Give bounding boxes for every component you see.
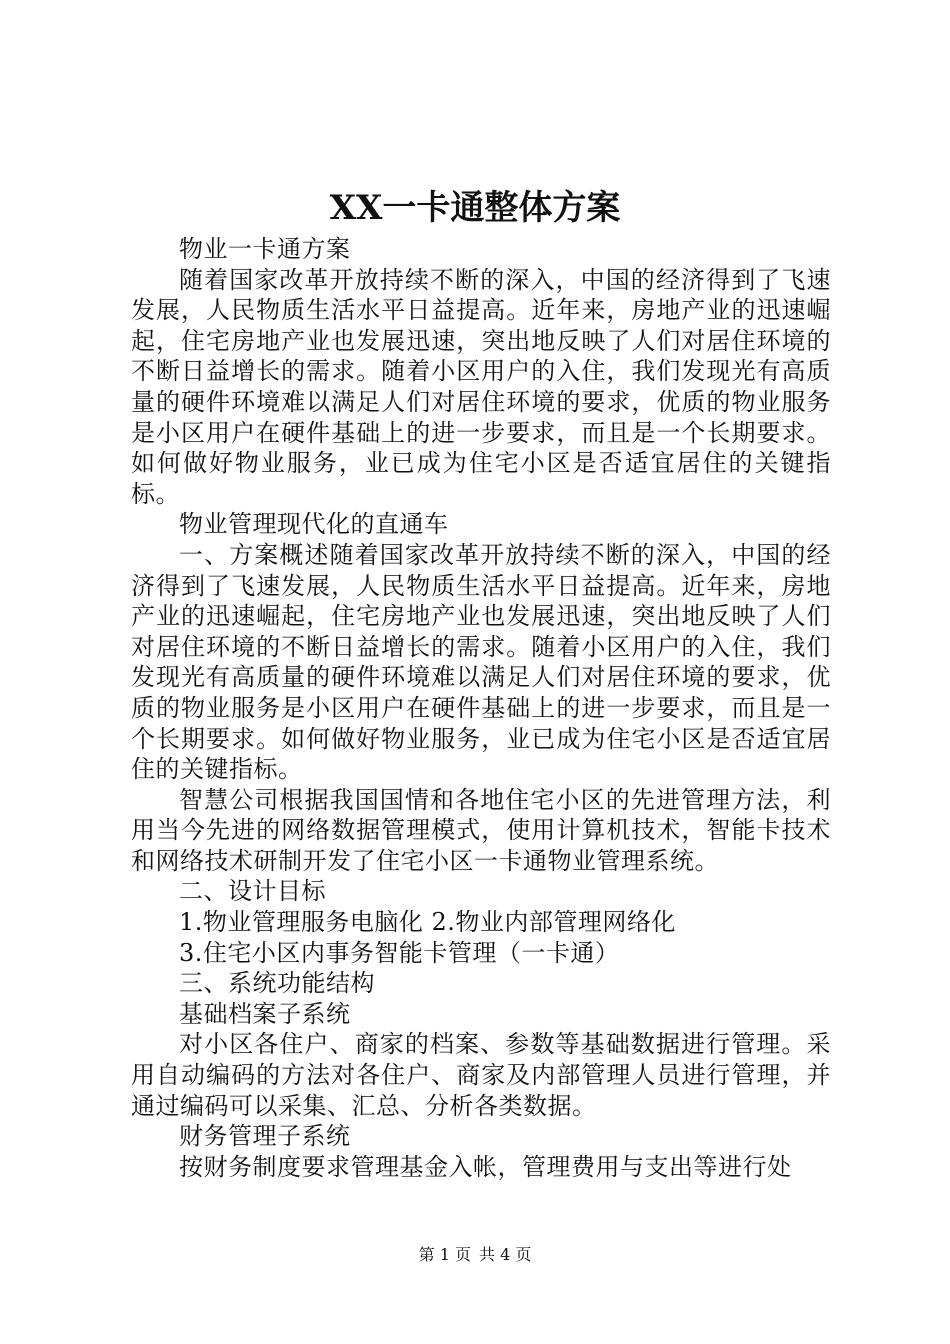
paragraph-basic-archive: 对小区各住户、商家的档案、参数等基础数据进行管理。采用自动编码的方法对各住户、商家及内部管理人员进行管理，并通过编码可以采集、汇总、分析各类数据。 — [131, 1030, 831, 1120]
document-title: XX一卡通整体方案 — [329, 188, 621, 228]
paragraph-overview: 一、方案概述随着国家改革开放持续不断的深入，中国的经济得到了飞速发展，人民物质生活水平日益提高。近年来，房地产业的迅速崛起，住宅房地产业也发展迅速，突出地反映了人们对居住环境的不断日益增长的需求。随着小区用户的入住，我们发现光有高质量的硬件环境难以满足人们对居住环境的要求，优质的物业服务是小区用户在硬件基础上的进一步要求，而且是一个长期要求。如何做好物业服务，业已成为住宅小区是否适宜居住的关键指标。 — [131, 540, 831, 784]
paragraph-goals-1-2: 1.物业管理服务电脑化 2.物业内部管理网络化 — [179, 908, 676, 937]
paragraph-heading-finance: 财务管理子系统 — [179, 1122, 351, 1151]
document-body — [131, 234, 831, 1182]
page-total: 共 4 页 — [479, 1245, 532, 1264]
paragraph-finance: 按财务制度要求管理基金入帐，管理费用与支出等进行处 — [179, 1152, 792, 1181]
paragraph-heading-system-structure: 三、系统功能结构 — [179, 969, 375, 998]
paragraph-heading-modern-management: 物业管理现代化的直通车 — [179, 510, 449, 539]
paragraph-heading-property-card-plan: 物业一卡通方案 — [179, 235, 351, 263]
paragraph-company-system: 智慧公司根据我国国情和各地住宅小区的先进管理方法，利用当今先进的网络数据管理模式，使用计算机技术，智能卡技术和网络技术研制开发了住宅小区一卡通物业管理系统。 — [131, 785, 831, 875]
paragraph-heading-basic-archive: 基础档案子系统 — [179, 999, 351, 1028]
paragraph-heading-design-goals: 二、设计目标 — [179, 877, 326, 906]
page-number: 第 1 页 — [418, 1245, 471, 1264]
page-footer — [0, 1245, 950, 1265]
paragraph-intro: 随着国家改革开放持续不断的深入，中国的经济得到了飞速发展，人民物质生活水平日益提高。近年来，房地产业的迅速崛起，住宅房地产业也发展迅速，突出地反映了人们对居住环境的不断日益增长的需求。随着小区用户的入住，我们发现光有高质量的硬件环境难以满足人们对居住环境的要求，优质的物业服务是小区用户在硬件基础上的进一步要求，而且是一个长期要求。如何做好物业服务，业已成为住宅小区是否适宜居住的关键指标。 — [131, 265, 831, 508]
paragraph-goals-3: 3.住宅小区内事务智能卡管理（一卡通） — [179, 938, 620, 967]
